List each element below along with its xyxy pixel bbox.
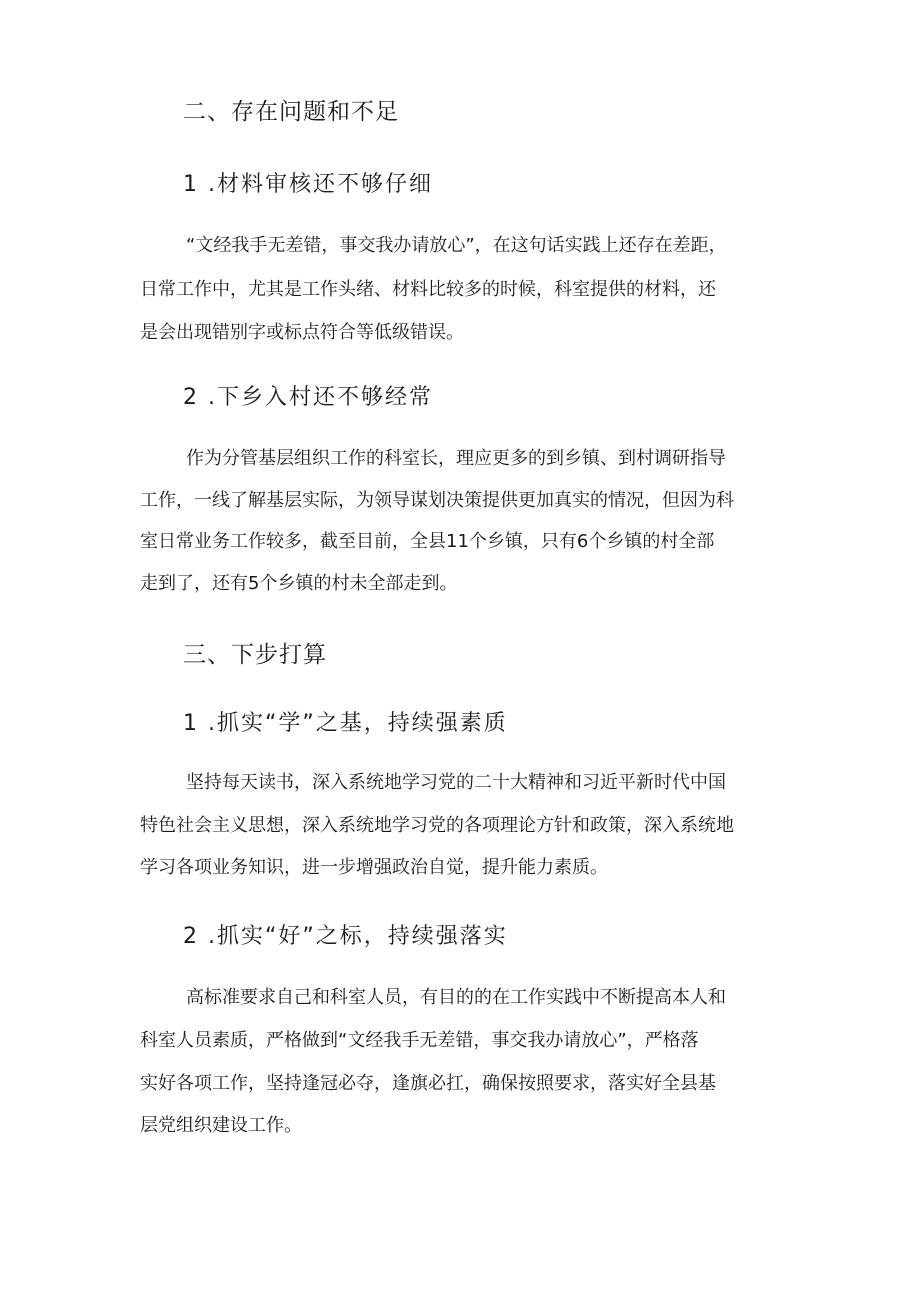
paragraph-line: 作为分管基层组织工作的科室长，理应更多的到乡镇、到村调研指导 <box>186 448 726 469</box>
paragraph-line: 科室人员素质，严格做到“文经我手无差错，事交我办请放心”，严格落 <box>140 1030 699 1051</box>
section-heading-problems: 二、存在问题和不足 <box>183 99 399 125</box>
paragraph-line: “文经我手无差错，事交我办请放心”，在这句话实践上还存在差距， <box>186 235 727 256</box>
subheading-implementation: 2 .抓实“好”之标，持续强落实 <box>183 924 508 949</box>
paragraph-line: 工作，一线了解基层实际，为领导谋划决策提供更加真实的情况，但因为科 <box>140 490 734 511</box>
paragraph-line: 日常工作中，尤其是工作头绪、材料比较多的时候，科室提供的材料，还 <box>140 279 716 300</box>
paragraph-line: 高标准要求自己和科室人员，有目的的在工作实践中不断提高本人和 <box>186 987 726 1008</box>
paragraph-line: 特色社会主义思想，深入系统地学习党的各项理论方针和政策，深入系统地 <box>140 815 734 836</box>
paragraph-line: 实好各项工作，坚持逢冠必夺，逢旗必扛，确保按照要求，落实好全县基 <box>140 1073 716 1094</box>
paragraph-line: 层党组织建设工作。 <box>140 1115 302 1136</box>
section-heading-next-steps: 三、下步打算 <box>183 642 327 668</box>
paragraph-line: 走到了，还有5个乡镇的村未全部走到。 <box>140 573 458 594</box>
subheading-village-visits: 2 .下乡入村还不够经常 <box>183 385 433 410</box>
paragraph-line: 坚持每天读书，深入系统地学习党的二十大精神和习近平新时代中国 <box>186 772 726 793</box>
paragraph-line: 学习各项业务知识，进一步增强政治自觉，提升能力素质。 <box>140 857 608 878</box>
paragraph-line: 室日常业务工作较多，截至目前，全县11个乡镇，只有6个乡镇的村全部 <box>140 531 715 552</box>
subheading-learning: 1 .抓实“学”之基，持续强素质 <box>183 711 508 736</box>
paragraph-line: 是会出现错别字或标点符合等低级错误。 <box>140 322 464 343</box>
subheading-material-review: 1 .材料审核还不够仔细 <box>183 172 433 197</box>
